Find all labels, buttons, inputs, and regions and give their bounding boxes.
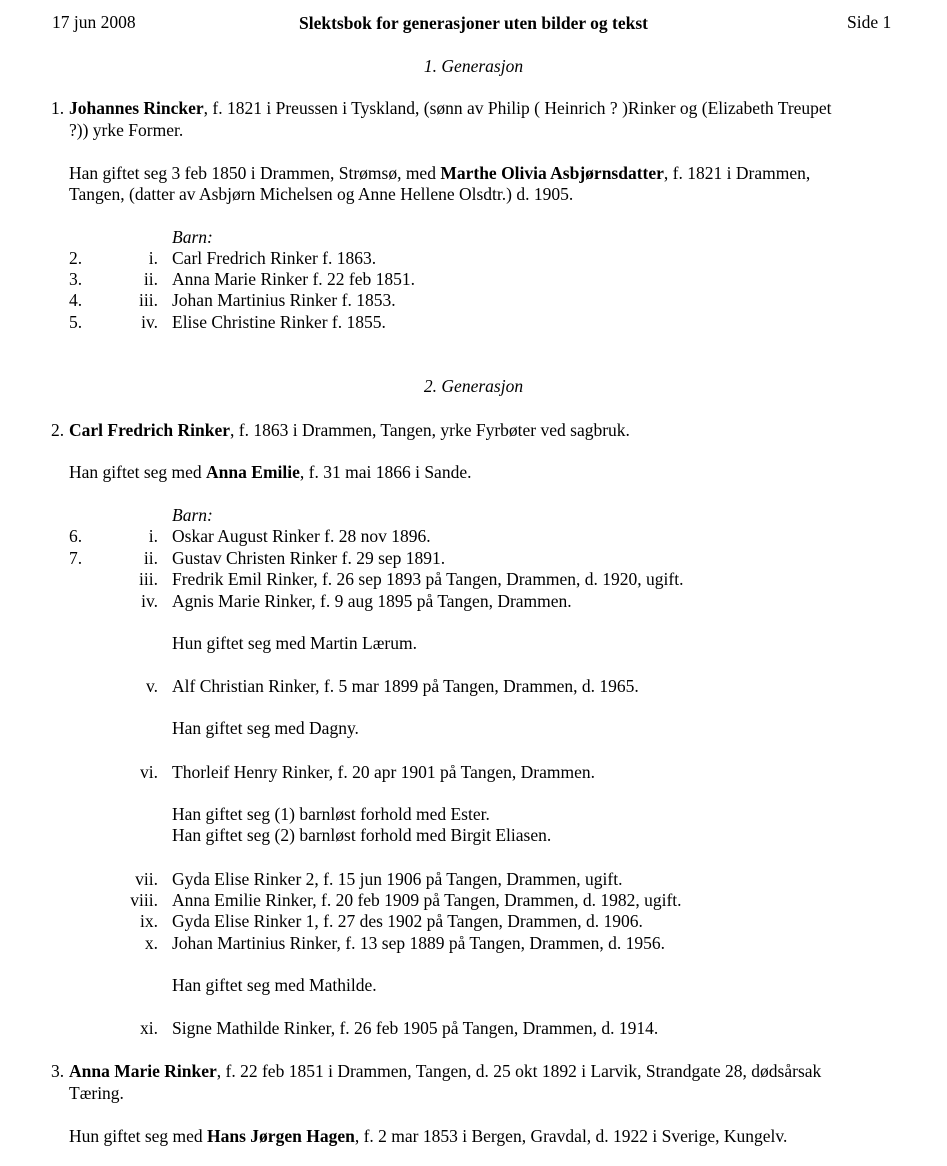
child-text: Oskar August Rinker f. 28 nov 1896.	[172, 526, 431, 546]
person-name: Carl Fredrich Rinker	[69, 420, 231, 440]
person-name: Anna Marie Rinker	[69, 1061, 217, 1081]
child-ref: 3.	[69, 269, 83, 289]
child-roman: iii.	[139, 290, 158, 310]
child-roman: vi.	[140, 762, 158, 782]
header-title: Slektsbok for generasjoner uten bilder og tekst	[298, 13, 649, 33]
child-marriage-note: Han giftet seg (2) barnløst forhold med Birgit Eliasen.	[172, 825, 552, 845]
person-details-cont: Tæring.	[69, 1083, 124, 1103]
person-entry	[69, 420, 630, 441]
child-marriage-note: Han giftet seg med Dagny.	[172, 718, 359, 738]
child-text: Anna Marie Rinker f. 22 feb 1851.	[172, 269, 415, 289]
child-text: Johan Martinius Rinker f. 1853.	[172, 290, 396, 310]
person-entry	[69, 1061, 821, 1082]
child-text: Thorleif Henry Rinker, f. 20 apr 1901 på Tangen, Drammen.	[172, 762, 595, 782]
person-details: , f. 1821 i Preussen i Tyskland, (sønn av Philip ( Heinrich ? )Rinker og (Elizabeth Treupet	[203, 98, 832, 118]
child-roman: i.	[148, 248, 158, 268]
child-text: Gustav Christen Rinker f. 29 sep 1891.	[172, 548, 446, 568]
header-page-number: Side 1	[847, 12, 892, 32]
marriage-line	[69, 163, 810, 184]
marriage-rest: , f. 1821 i Drammen,	[663, 163, 811, 183]
header-date: 17 jun 2008	[52, 12, 136, 32]
child-marriage-note: Han giftet seg med Mathilde.	[172, 975, 377, 995]
child-ref: 7.	[69, 548, 83, 568]
child-text: Alf Christian Rinker, f. 5 mar 1899 på Tangen, Drammen, d. 1965.	[172, 676, 639, 696]
person-details-cont: ?)) yrke Former.	[69, 120, 184, 140]
child-ref: 4.	[69, 290, 83, 310]
person-number: 3.	[51, 1061, 65, 1081]
marriage-line	[69, 462, 471, 483]
child-roman: ii.	[143, 548, 158, 568]
child-ref: 5.	[69, 312, 83, 332]
spouse-name: Anna Emilie	[206, 462, 300, 482]
child-roman: iii.	[139, 569, 158, 589]
child-text: Elise Christine Rinker f. 1855.	[172, 312, 386, 332]
marriage-rest: , f. 2 mar 1853 i Bergen, Gravdal, d. 1922 i Sverige, Kungelv.	[354, 1126, 788, 1146]
generation-title: 2. Generasjon	[423, 376, 524, 396]
spouse-name: Marthe Olivia Asbjørnsdatter	[440, 163, 664, 183]
child-text: Anna Emilie Rinker, f. 20 feb 1909 på Tangen, Drammen, d. 1982, ugift.	[172, 890, 682, 910]
child-text: Johan Martinius Rinker, f. 13 sep 1889 på Tangen, Drammen, d. 1956.	[172, 933, 666, 953]
child-marriage-note: Han giftet seg (1) barnløst forhold med Ester.	[172, 804, 490, 824]
person-entry	[69, 98, 832, 119]
generation-title: 1. Generasjon	[423, 56, 524, 76]
marriage-line-cont: Tangen, (datter av Asbjørn Michelsen og Anne Hellene Olsdtr.) d. 1905.	[69, 184, 574, 204]
person-details: , f. 1863 i Drammen, Tangen, yrke Fyrbøter ved sagbruk.	[230, 420, 630, 440]
spouse-name: Hans Jørgen Hagen	[207, 1126, 355, 1146]
child-text: Signe Mathilde Rinker, f. 26 feb 1905 på Tangen, Drammen, d. 1914.	[172, 1018, 659, 1038]
child-text: Agnis Marie Rinker, f. 9 aug 1895 på Tangen, Drammen.	[172, 591, 572, 611]
child-text: Fredrik Emil Rinker, f. 26 sep 1893 på Tangen, Drammen, d. 1920, ugift.	[172, 569, 684, 589]
person-details: , f. 22 feb 1851 i Drammen, Tangen, d. 25 okt 1892 i Larvik, Strandgate 28, dødsårsak	[216, 1061, 822, 1081]
person-name: Johannes Rincker	[69, 98, 204, 118]
child-text: Carl Fredrich Rinker f. 1863.	[172, 248, 377, 268]
barn-label: Barn:	[172, 227, 213, 247]
child-text: Gyda Elise Rinker 2, f. 15 jun 1906 på Tangen, Drammen, ugift.	[172, 869, 623, 889]
marriage-rest: , f. 31 mai 1866 i Sande.	[299, 462, 472, 482]
child-roman: i.	[148, 526, 158, 546]
child-ref: 6.	[69, 526, 83, 546]
child-roman: iv.	[141, 591, 158, 611]
child-roman: xi.	[140, 1018, 158, 1038]
marriage-prefix: Han giftet seg med	[69, 462, 207, 482]
child-roman: x.	[144, 933, 158, 953]
child-roman: viii.	[130, 890, 158, 910]
marriage-prefix: Hun giftet seg med	[69, 1126, 208, 1146]
person-number: 1.	[51, 98, 65, 118]
child-marriage-note: Hun giftet seg med Martin Lærum.	[172, 633, 417, 653]
child-roman: iv.	[141, 312, 158, 332]
barn-label: Barn:	[172, 505, 213, 525]
child-ref: 2.	[69, 248, 83, 268]
child-roman: vii.	[135, 869, 158, 889]
person-number: 2.	[51, 420, 65, 440]
child-roman: v.	[146, 676, 158, 696]
child-roman: ix.	[140, 911, 158, 931]
child-text: Gyda Elise Rinker 1, f. 27 des 1902 på Tangen, Drammen, d. 1906.	[172, 911, 643, 931]
marriage-line	[69, 1126, 787, 1147]
child-roman: ii.	[143, 269, 158, 289]
marriage-prefix: Han giftet seg 3 feb 1850 i Drammen, Strømsø, med	[69, 163, 441, 183]
